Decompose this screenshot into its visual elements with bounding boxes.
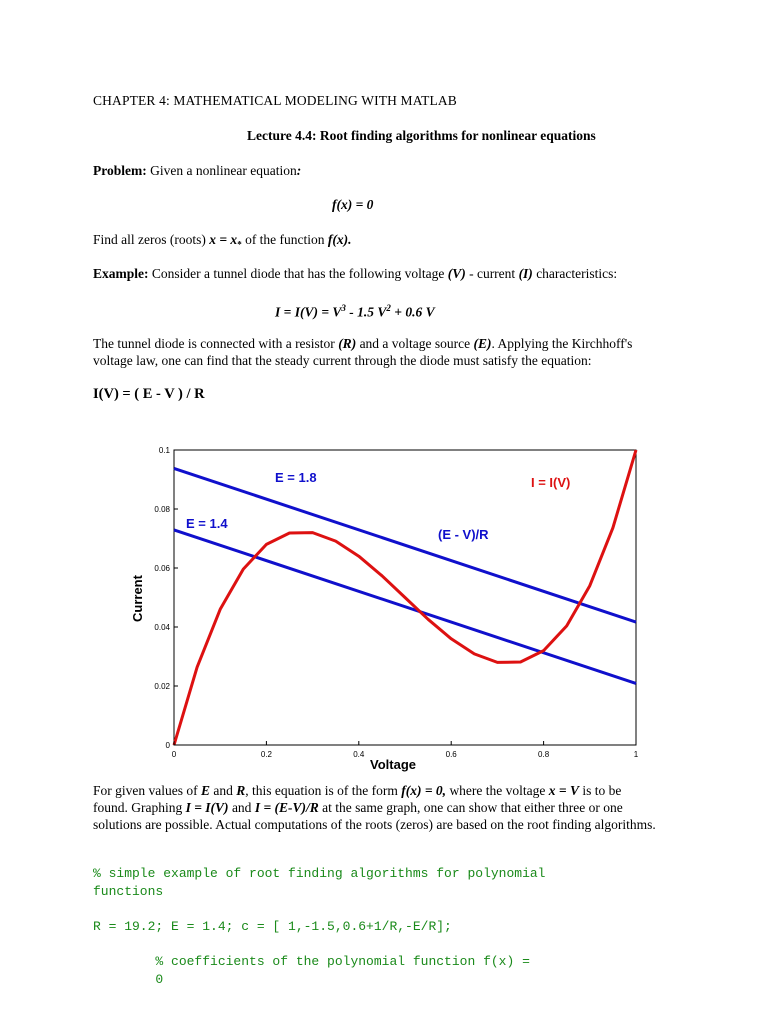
para2-r: R xyxy=(236,783,246,798)
x-tick-label: 0.8 xyxy=(538,750,550,759)
y-tick-label: 0.08 xyxy=(154,505,170,514)
y-tick-label: 0.02 xyxy=(154,682,170,691)
para2-text-6: and xyxy=(228,800,255,815)
problem-colon: : xyxy=(296,163,302,178)
x-tick-label: 1 xyxy=(633,750,639,759)
para2-text-1: For given values of xyxy=(93,783,201,798)
para2-xv: x = V xyxy=(548,783,579,798)
label-e18: E = 1.8 xyxy=(275,470,317,485)
eq2-sup3: 3 xyxy=(341,303,346,313)
x-tick-label: 0.6 xyxy=(445,750,457,759)
label-e14: E = 1.4 xyxy=(186,516,228,531)
para1-e: (E) xyxy=(473,336,492,351)
problem-statement xyxy=(93,163,301,179)
para2-fx: f(x) = 0, xyxy=(401,783,447,798)
equation-iv xyxy=(275,300,435,321)
x-axis-label: Voltage xyxy=(370,757,416,772)
para2-text-2: and xyxy=(210,783,237,798)
find-star: * xyxy=(237,239,242,250)
example-statement xyxy=(93,266,617,282)
para2-ie: I = (E-V)/R xyxy=(254,800,319,815)
eq2-part-b: - 1.5 V xyxy=(345,304,387,320)
para2-e: E xyxy=(200,783,210,798)
y-tick-label: 0.1 xyxy=(158,446,170,455)
para1-text-2: and a voltage source xyxy=(356,336,474,351)
x-tick-label: 0.4 xyxy=(353,750,365,759)
x-tick-label: 0.2 xyxy=(260,750,272,759)
example-text-3: characteristics: xyxy=(532,266,618,281)
para2-text-4: where the voltage xyxy=(446,783,549,798)
label-load-line: (E - V)/R xyxy=(438,527,489,542)
eq2-sup2: 2 xyxy=(386,303,391,313)
y-tick-label: 0 xyxy=(165,741,170,750)
problem-text: Given a nonlinear equation xyxy=(150,163,297,178)
code-line-2: R = 19.2; E = 1.4; c = [ 1,-1.5,0.6+1/R,-E/R]; xyxy=(93,919,452,934)
example-text-1: Consider a tunnel diode that has the following voltage xyxy=(148,266,448,281)
diode-chart xyxy=(118,438,658,778)
para1-text-3: . Applying the Kirchhoff's voltage law, one can find that the steady current through the diode must satisfy the equation: xyxy=(93,336,633,368)
example-i: (I) xyxy=(518,266,533,281)
find-text-1: Find all zeros (roots) xyxy=(93,232,210,247)
para1-text-1: The tunnel diode is connected with a resistor xyxy=(93,336,339,351)
eq2-part-a: I = I(V) = V xyxy=(275,304,342,320)
x-tick-label: 0 xyxy=(171,750,177,759)
para1-r: (R) xyxy=(338,336,357,351)
graphing-paragraph xyxy=(93,782,658,833)
code-comment-2: % coefficients of the polynomial function f(x) = 0 xyxy=(155,954,530,987)
para2-text-7: at the same graph, one can show that either three or one solutions are possible. Actual computations of the roots (zeros) are based on the root finding algorithms. xyxy=(93,800,656,832)
example-v: (V) xyxy=(447,266,466,281)
label-iv-curve: I = I(V) xyxy=(531,475,571,490)
chapter-title: CHAPTER 4: MATHEMATICAL MODELING WITH MATLAB xyxy=(93,93,457,108)
para2-text-5: is to be found. Graphing xyxy=(93,783,622,815)
kirchhoff-paragraph xyxy=(93,335,653,369)
y-tick-label: 0.04 xyxy=(154,623,170,632)
y-axis-label: Current xyxy=(130,575,145,622)
problem-label: Problem: xyxy=(93,163,147,178)
para2-text-3: , this equation is of the form xyxy=(245,783,402,798)
equation-fx-zero: f(x) = 0 xyxy=(332,197,374,212)
lecture-title: Lecture 4.4: Root finding algorithms for nonlinear equations xyxy=(247,128,596,143)
find-x-eq: x = x xyxy=(209,232,238,247)
find-fx: f(x). xyxy=(327,232,352,247)
code-comment-1: % simple example of root finding algorithms for polynomial functions xyxy=(93,866,546,899)
eq2-part-c: + 0.6 V xyxy=(390,304,435,320)
find-roots-statement xyxy=(93,232,352,253)
example-label: Example: xyxy=(93,266,149,281)
find-text-2: of the function xyxy=(241,232,328,247)
example-text-2: - current xyxy=(465,266,519,281)
para2-iv: I = I(V) xyxy=(185,800,229,815)
y-tick-label: 0.06 xyxy=(154,564,170,573)
equation-load-line: I(V) = ( E - V ) / R xyxy=(93,386,205,402)
